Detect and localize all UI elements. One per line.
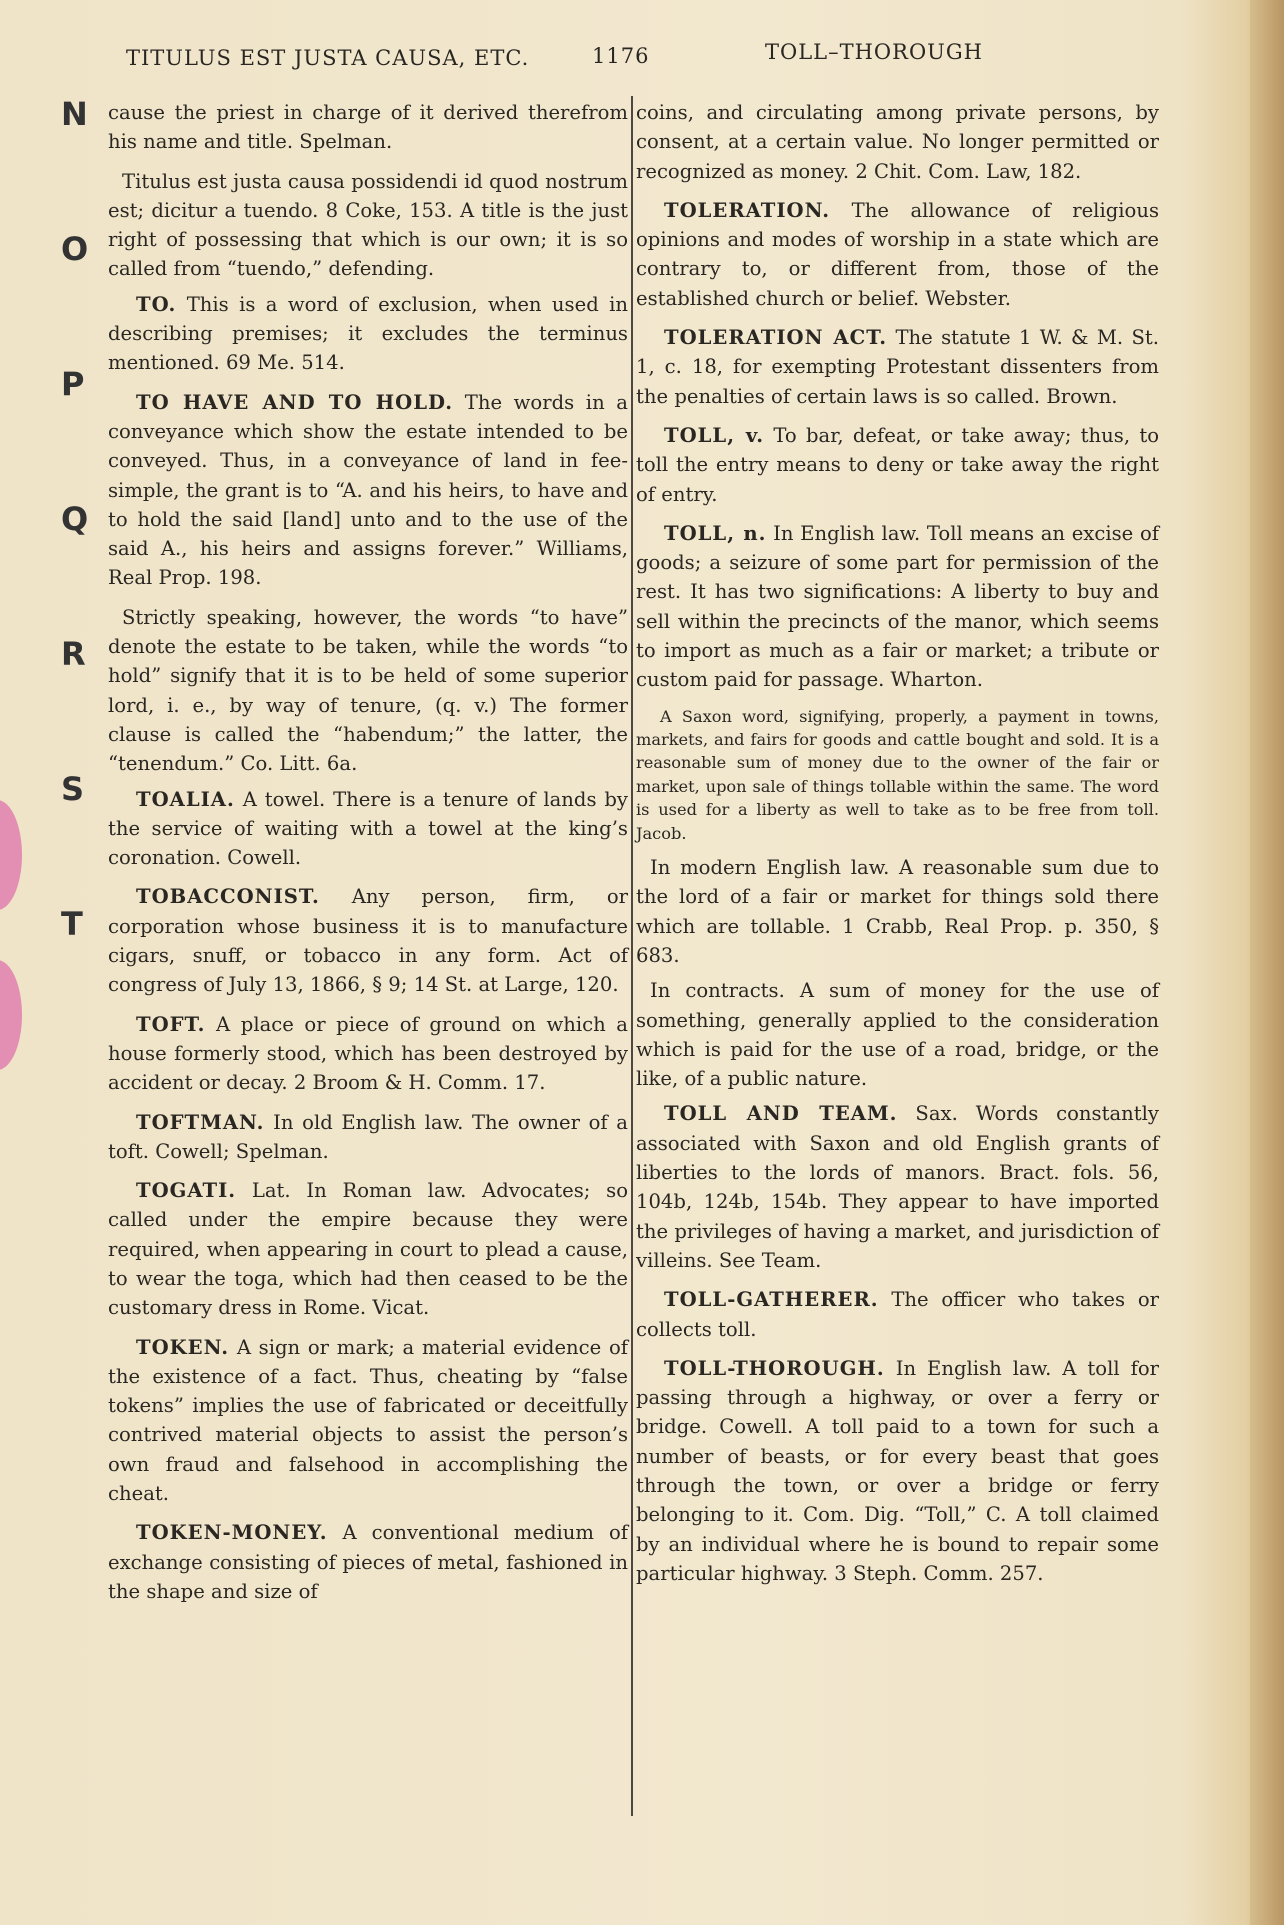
thumb-index-letter: O	[61, 230, 89, 268]
headword: TOBACCONIST.	[136, 885, 320, 909]
headword: TOLL, n.	[664, 521, 767, 545]
entry: TOGATI. Lat. In Roman law. Advocates; so called under the empire because they were required, when appearing in court to plead a cause, to wear the toga, which had then ceased to be the customary dress in Rome. Vicat.	[108, 1179, 628, 1320]
headword: TOKEN-MONEY.	[136, 1521, 328, 1545]
column-divider	[631, 96, 633, 1816]
headword: TOLL, v.	[664, 423, 765, 447]
page-number: 1176	[592, 44, 650, 68]
entry: TO HAVE AND TO HOLD. The words in a conveyance which show the estate intended to be conveyed. Thus, in a conveyance of land in fee-simple, the grant is to “A. and his heirs, to have and to hold the said [land] unto and to the use of the said A., his heirs and assigns forever.” Williams, Real Prop. 198.	[108, 390, 628, 590]
headword: TO HAVE AND TO HOLD.	[136, 390, 454, 414]
entry: TO. This is a word of exclusion, when used in describing premises; it excludes the terminus mentioned. 69 Me. 514.	[108, 292, 628, 375]
headword: TOGATI.	[136, 1179, 237, 1203]
entry: TOALIA. A towel. There is a tenure of lands by the service of waiting with a towel at the king’s coronation. Cowell.	[108, 787, 628, 870]
entry: TOKEN. A sign or mark; a material evidence of the existence of a fact. Thus, cheating by “false tokens” implies the use of fabricated or deceitfully contrived material objects to assist the person’s own fraud and falsehood in accomplishing the cheat.	[108, 1335, 628, 1506]
headword: TOFTMAN.	[136, 1110, 265, 1134]
headword: TOALIA.	[136, 787, 235, 811]
entry: In modern English law. A reasonable sum due to the lord of a fair or market for things sold there which are tollable. 1 Crabb, Real Prop. p. 350, § 683.	[636, 856, 1159, 967]
entry: TOLL AND TEAM. Sax. Words constantly associated with Saxon and old English grants of liberties to the lords of manors. Bract. fols. 56, 104b, 124b, 154b. They appear to have imported the privileges of having a market, and jurisdiction of villeins. See Team.	[636, 1102, 1159, 1272]
entry: coins, and circulating among private persons, by consent, at a certain value. No longer permitted or recognized as money. 2 Chit. Com. Law, 182.	[636, 101, 1159, 183]
left-column	[108, 98, 628, 1616]
running-head	[120, 40, 1020, 80]
entry: TOLL, v. To bar, defeat, or take away; thus, to toll the entry means to deny or take away the right of entry.	[636, 423, 1159, 506]
entry: In contracts. A sum of money for the use of something, generally applied to the consideration which is paid for the use of a road, bridge, or the like, of a public nature.	[636, 979, 1159, 1091]
entry: Titulus est justa causa possidendi id quod nostrum est; dicitur a tuendo. 8 Coke, 153. A title is the just right of possessing that which is our own; it is so called from “tuendo,” defending.	[108, 169, 628, 281]
entry: Strictly speaking, however, the words “to have” denote the estate to be taken, while the words “to hold” signify that it is to be held of some superior lord, i. e., by way of tenure, (q. v.) The former clause is called the “habendum;” the latter, the “tenendum.” Co. Litt. 6a.	[108, 605, 628, 776]
running-head-left: TITULUS EST JUSTA CAUSA, ETC.	[126, 46, 530, 70]
headword: TOLL-GATHERER.	[664, 1288, 879, 1312]
entry: TOFTMAN. In old English law. The owner of a toft. Cowell; Spelman.	[108, 1110, 628, 1163]
entry: TOKEN-MONEY. A conventional medium of exchange consisting of pieces of metal, fashioned in the shape and size of	[108, 1521, 629, 1603]
headword: TOLL-THOROUGH.	[664, 1356, 885, 1380]
entry-note: A Saxon word, signifying, properly, a payment in towns, markets, and fairs for goods and cattle bought and sold. It is a reasonable sum of money due to the owner of the fair or market, upon sale of things tollable within the same. The word is used for a liberty as well to take as to be free from toll. Jacob.	[636, 706, 1159, 843]
headword: TOKEN.	[136, 1335, 230, 1359]
entry: TOLERATION ACT. The statute 1 W. & M. St. 1, c. 18, for exempting Protestant dissenters from the penalties of certain laws is so called. Brown.	[636, 326, 1159, 408]
thumb-index-letter: T	[61, 905, 83, 943]
headword: TOLERATION ACT.	[664, 326, 888, 350]
thumb-index-letter: P	[61, 365, 85, 403]
entry: TOLL-GATHERER. The officer who takes or collects toll.	[636, 1288, 1159, 1341]
entry: TOLL, n. In English law. Toll means an excise of goods; a seizure of some part for permission of the rest. It has two significations: A liberty to buy and sell within the precincts of the manor, which seems to import as much as a fair or market; a tribute or custom paid for passage. Wharton.	[636, 521, 1159, 692]
thumb-index-letter: S	[61, 770, 85, 808]
headword: TOLERATION.	[664, 198, 831, 222]
running-head-right: TOLL–THOROUGH	[765, 40, 983, 64]
headword: TOLL AND TEAM.	[664, 1102, 898, 1126]
thumb-index-letter: Q	[61, 500, 89, 538]
entry: TOLL-THOROUGH. In English law. A toll for passing through a highway, or over a ferry or bridge. Cowell. A toll paid to a town for such a number of beasts, or for every beast that goes through the town, or over a bridge or ferry belonging to it. Com. Dig. “Toll,” C. A toll claimed by an individual where he is bound to repair some particular highway. 3 Steph. Comm. 257.	[636, 1356, 1159, 1585]
thumb-index-letter: R	[61, 635, 86, 673]
entry: cause the priest in charge of it derived therefrom his name and title. Spelman.	[108, 101, 628, 154]
headword: TOFT.	[136, 1012, 206, 1036]
entry: TOBACCONIST. Any person, firm, or corporation whose business it is to manufacture cigars, snuff, or tobacco in any form. Act of congress of July 13, 1866, § 9; 14 St. at Large, 120.	[108, 885, 629, 997]
thumb-index-letter: N	[61, 95, 88, 133]
headword: TO.	[136, 292, 177, 316]
entry: TOFT. A place or piece of ground on which a house formerly stood, which has been destroyed by accident or decay. 2 Broom & H. Comm. 17.	[108, 1012, 628, 1095]
page-edge	[1250, 0, 1284, 1925]
right-column	[636, 98, 1159, 1598]
entry: TOLERATION. The allowance of religious opinions and modes of worship in a state which are contrary to, or different from, those of the established church or belief. Webster.	[636, 198, 1159, 310]
